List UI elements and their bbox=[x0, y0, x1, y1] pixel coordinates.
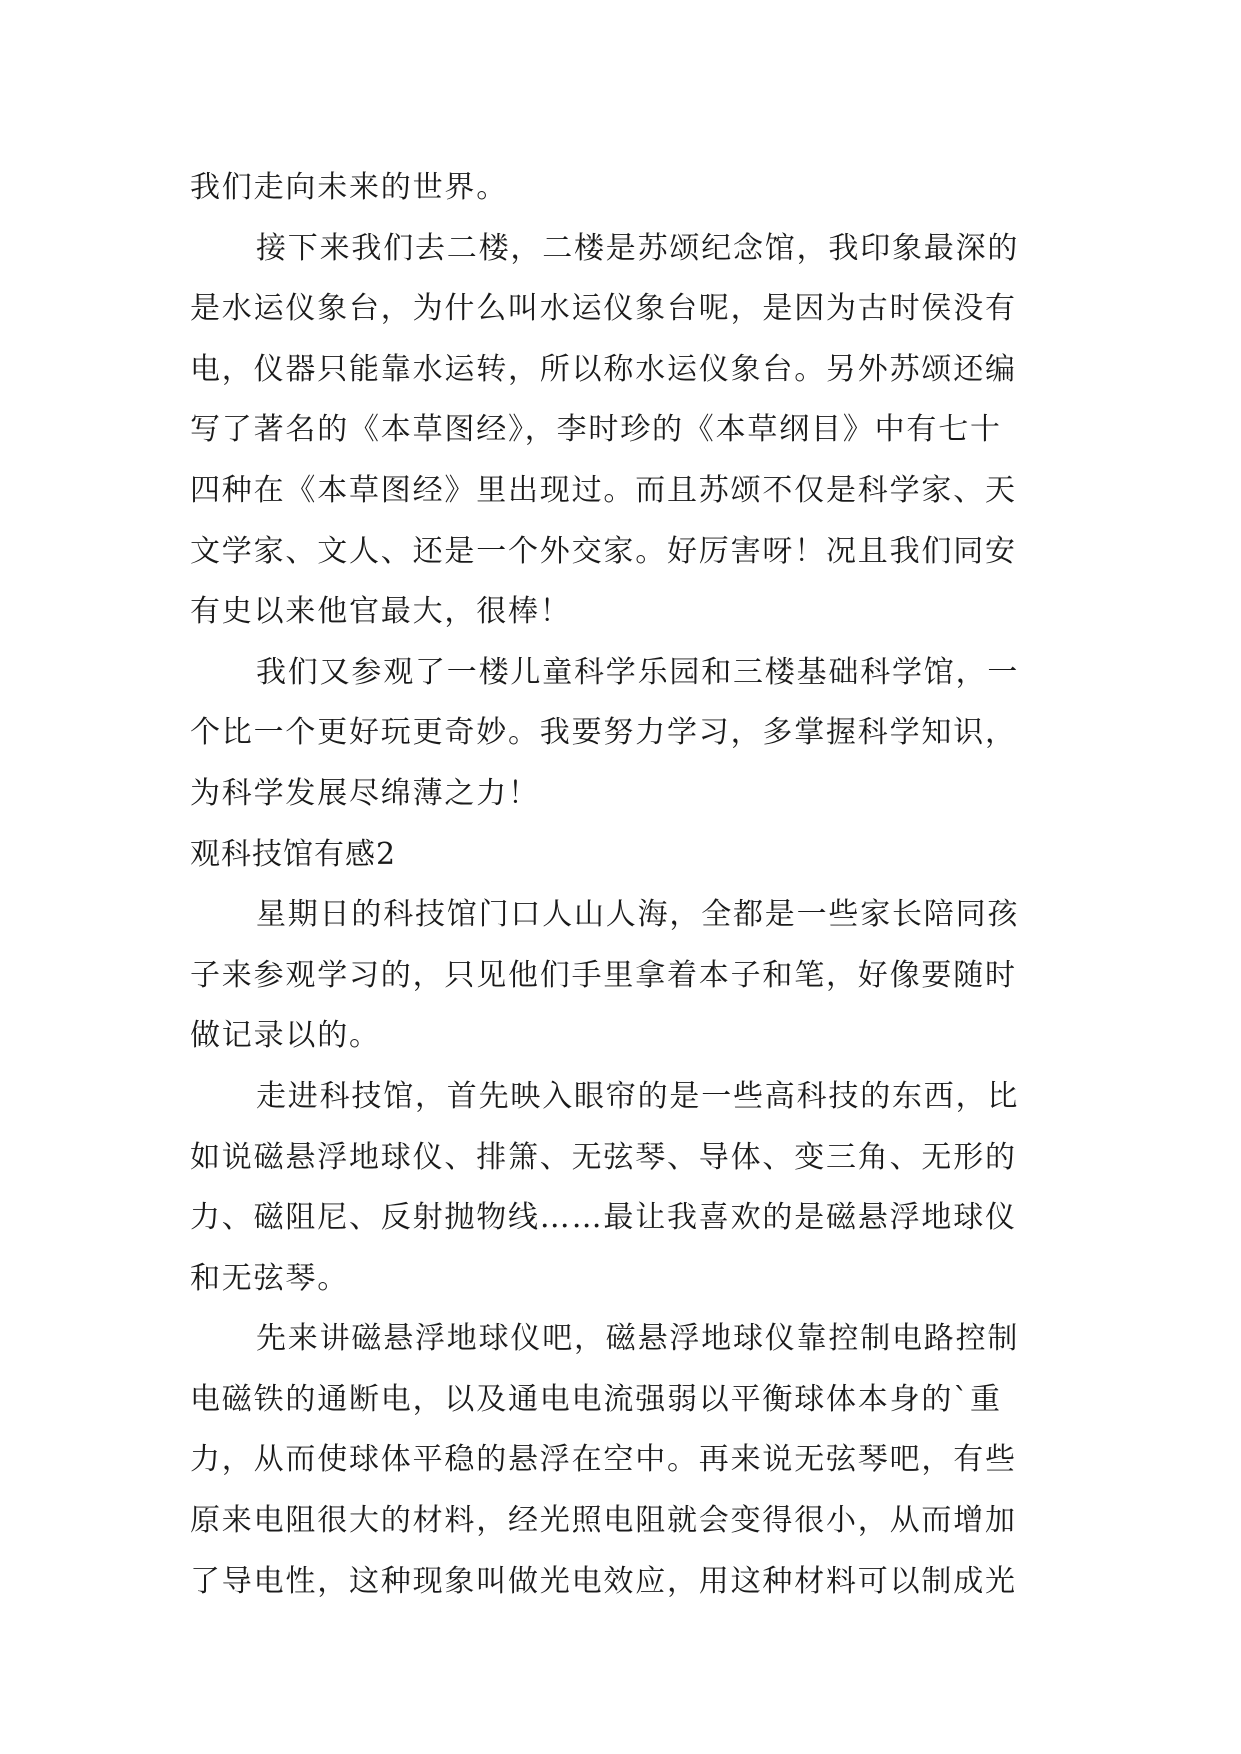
text-line: 我们走向未来的世界。 bbox=[190, 170, 508, 205]
text-line: 有史以来他官最大，很棒！ bbox=[190, 594, 572, 630]
text-line: 是水运仪象台，为什么叫水运仪象台呢，是因为古时侯没有 bbox=[190, 291, 1017, 327]
text-line: 接下来我们去二楼，二楼是苏颂纪念馆，我印象最深的 bbox=[256, 230, 1020, 266]
text-line: 如说磁悬浮地球仪、排箫、无弦琴、导体、变三角、无形的 bbox=[190, 1139, 1017, 1175]
text-line: 子来参观学习的，只见他们手里拿着本子和笔，好像要随时 bbox=[190, 957, 1017, 993]
text-line: 走进科技馆，首先映入眼帘的是一些高科技的东西，比 bbox=[256, 1078, 1020, 1114]
text-line: 力、磁阻尼、反射抛物线……最让我喜欢的是磁悬浮地球仪 bbox=[190, 1200, 1017, 1236]
text-line: 原来电阻很大的材料，经光照电阻就会变得很小，从而增加 bbox=[190, 1503, 1017, 1539]
text-line: 个比一个更好玩更奇妙。我要努力学习，多掌握科学知识， bbox=[190, 715, 1017, 751]
text-line: 做记录以的。 bbox=[190, 1018, 381, 1054]
text-line: 力，从而使球体平稳的悬浮在空中。再来说无弦琴吧，有些 bbox=[190, 1442, 1017, 1478]
text-line: 为科学发展尽绵薄之力！ bbox=[190, 775, 540, 811]
text-line: 四种在《本草图经》里出现过。而且苏颂不仅是科学家、天 bbox=[190, 472, 1017, 508]
text-line: 星期日的科技馆门口人山人海，全都是一些家长陪同孩 bbox=[256, 897, 1020, 933]
text-line: 我们又参观了一楼儿童科学乐园和三楼基础科学馆，一 bbox=[256, 654, 1020, 690]
text-line: 先来讲磁悬浮地球仪吧，磁悬浮地球仪靠控制电路控制 bbox=[256, 1321, 1020, 1357]
text-line: 电，仪器只能靠水运转，所以称水运仪象台。另外苏颂还编 bbox=[190, 351, 1017, 387]
text-line: 和无弦琴。 bbox=[190, 1260, 349, 1296]
text-line: 写了著名的《本草图经》，李时珍的《本草纲目》中有七十 bbox=[190, 412, 1002, 448]
document-body bbox=[190, 158, 1060, 1612]
text-line: 了导电性，这种现象叫做光电效应，用这种材料可以制成光 bbox=[190, 1563, 1017, 1599]
text-line: 电磁铁的通断电，以及通电电流强弱以平衡球体本身的`重 bbox=[190, 1381, 1002, 1417]
section-heading: 观科技馆有感2 bbox=[190, 836, 397, 872]
text-line: 文学家、文人、还是一个外交家。好厉害呀！况且我们同安 bbox=[190, 533, 1017, 569]
